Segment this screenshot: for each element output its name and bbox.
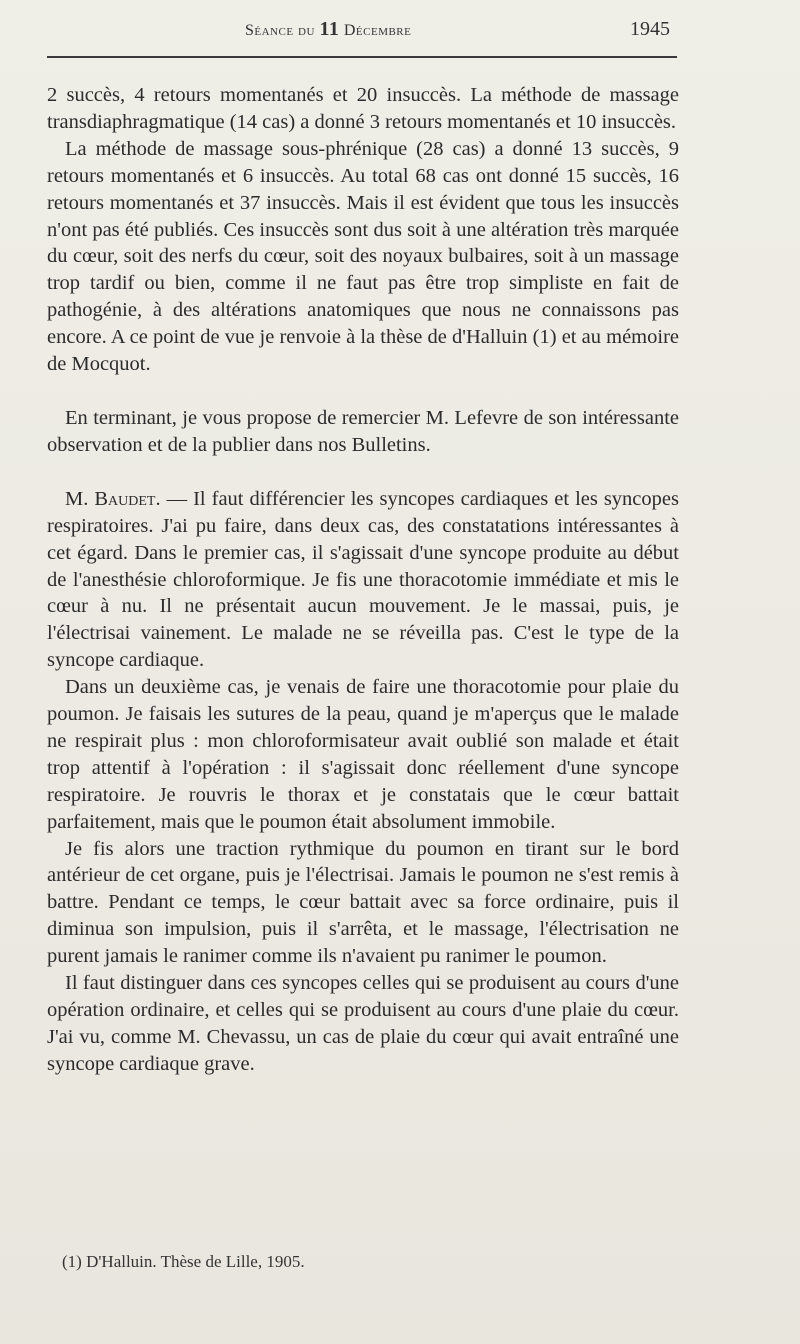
paragraph-1: 2 succès, 4 retours momentanés et 20 insuccès. La méthode de massage transdiaphragmatique (14 cas) a donné 3 retours momentanés et 10 insuccès. [47, 84, 679, 133]
paragraph-5: Dans un deuxième cas, je venais de faire une thoracotomie pour plaie du poumon. Je faisais les sutures de la peau, quand je m'aperçus que le malade ne respirait plus : mon chloroformisateur avait oublié son malade et était trop attentif à l'opération : il s'agissait donc réellement d'une syncope respiratoire. Je rouvris le thorax et je constatais que le cœur battait parfaitement, mais que le poumon était absolument immobile. [47, 676, 679, 833]
header-title-prefix: Séance du [245, 22, 315, 39]
paragraph-2: La méthode de massage sous-phrénique (28 cas) a donné 13 succès, 9 retours momentanés et 6 insuccès. Au total 68 cas ont donné 15 succès, 16 retours momentanés et 37 insuccès. Mais il est évident que tous les insuccès n'ont pas été publiés. Ces insuccès sont dus soit à une altération très marquée du cœur, soit des nerfs du cœur, soit des noyaux bulbaires, soit à un massage trop tardif ou bien, comme il ne faut pas être trop simpliste en fait de pathogénie, à des altérations anatomiques que nous ne connaissons pas encore. A ce point de vue je renvoie à la thèse de d'Halluin (1) et au mémoire de Mocquot. [47, 137, 679, 376]
header-title-suffix: Décembre [343, 22, 412, 39]
paragraph-6: Je fis alors une traction rythmique du poumon en tirant sur le bord antérieur de cet organe, puis je l'électrisai. Jamais le poumon ne s'est remis à battre. Pendant ce temps, le cœur battait avec sa force ordinaire, puis il diminua son impulsion, puis il s'arrêta, et le massage, l'électrisation ne purent jamais le ranimer comme ils n'avaient pu ranimer le poumon. [47, 837, 679, 968]
header-rule [47, 56, 677, 58]
page-number: 1945 [630, 18, 670, 40]
paragraph-3: En terminant, je vous propose de remercier M. Lefevre de son intéressante observation et de la publier dans nos Bulletins. [47, 406, 679, 456]
running-header [0, 18, 800, 44]
speaker-name: M. Baudet. [65, 487, 161, 510]
header-title [245, 18, 411, 41]
header-title-day: 11 [319, 18, 340, 40]
paragraph-4-text: — Il faut différencier les syncopes cardiaques et les syncopes respiratoires. J'ai pu faire, dans deux cas, des constatations intéressantes à cet égard. Dans le premier cas, il s'agissait d'une syncope produite au début de l'anesthésie chloroformique. Je fis une thoracotomie immédiate et mis le cœur à nu. Il ne présentait aucun mouvement. Je le massai, puis, je l'électrisai vainement. Le malade ne se réveilla pas. C'est le type de la syncope cardiaque. [47, 487, 679, 672]
footnote: (1) D'Halluin. Thèse de Lille, 1905. [62, 1252, 305, 1271]
body-text [47, 82, 679, 1078]
paragraph-4 [47, 486, 679, 674]
paragraph-7: Il faut distinguer dans ces syncopes celles qui se produisent au cours d'une opération ordinaire, et celles qui se produisent au cours d'une plaie du cœur. J'ai vu, comme M. Chevassu, un cas de plaie du cœur qui avait entraîné une syncope cardiaque grave. [47, 972, 679, 1075]
